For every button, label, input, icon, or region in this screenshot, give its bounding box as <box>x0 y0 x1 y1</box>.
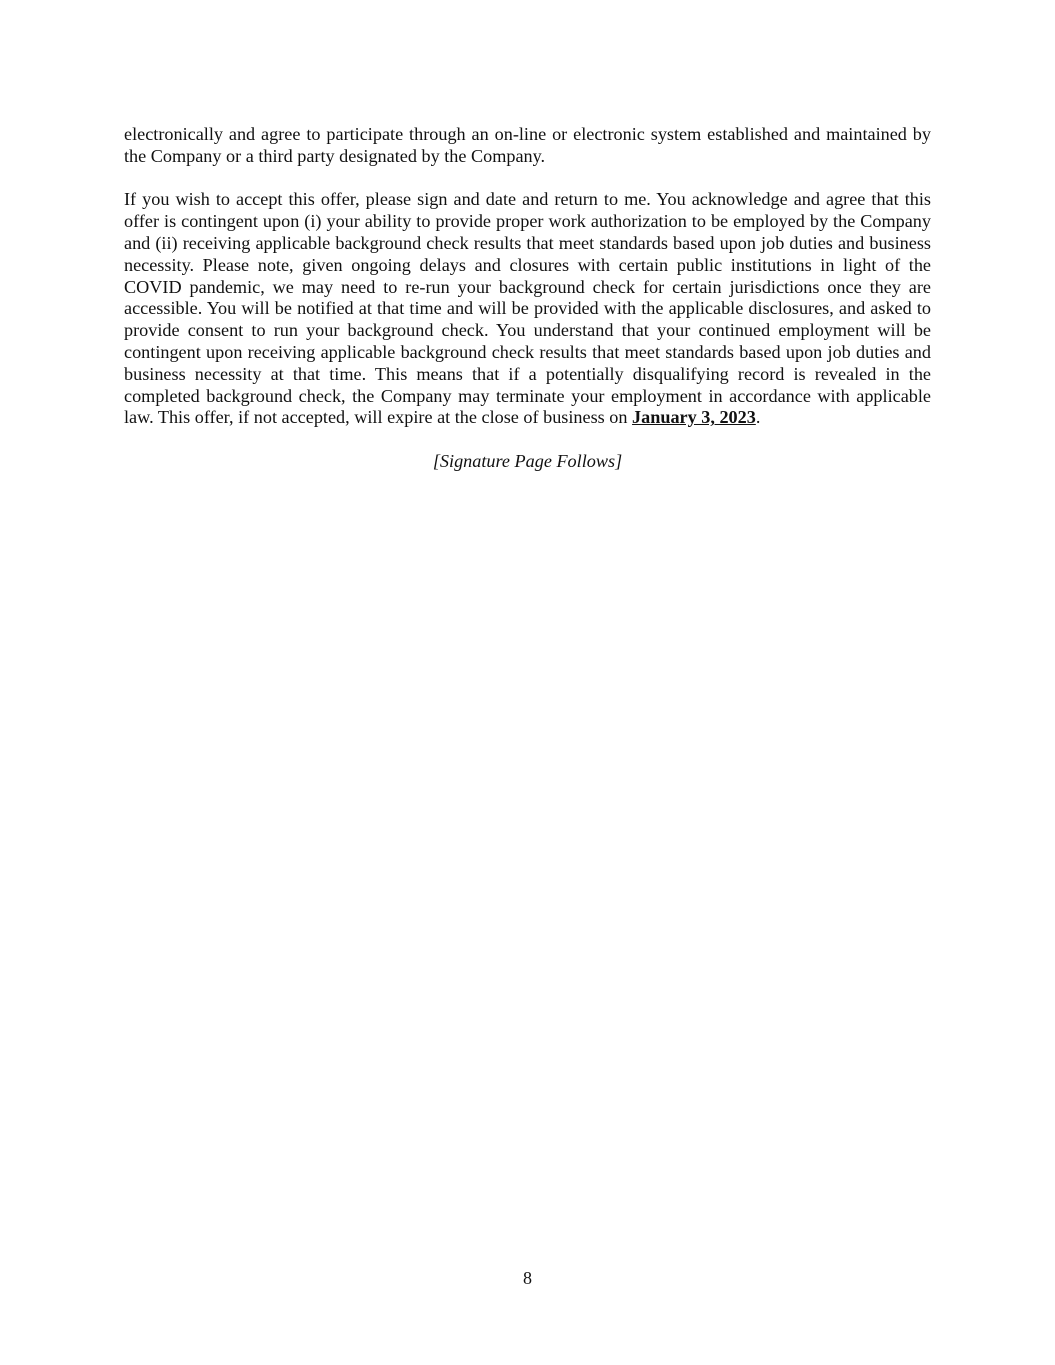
signature-page-follows-note: [Signature Page Follows] <box>432 450 623 471</box>
acceptance-text: If you wish to accept this offer, please sign and date and return to me. You acknowledge and agree that this offer is contingent upon (i) your ability to provide proper work authorization to be employed by the Company and (ii) receiving applicable background check results that meet standards based upon job duties and business necessity. Please note, given ongoing delays and closures with certain public institutions in light of the COVID pandemic, we may need to re-run your background check for certain jurisdictions once they are accessible. You will be notified at that time and will be provided with the applicable disclosures, and asked to provide consent to run your background check. You understand that your continued employment will be contingent upon receiving applicable background check results that meet standards based upon job duties and business necessity at that time. This means that if a potentially disqualifying record is revealed in the completed background check, the Company may terminate your employment in accordance with applicable law. This offer, if not accepted, will expire at the close of business on <box>124 189 931 428</box>
offer-expiration-date: January 3, 2023 <box>632 407 756 428</box>
page-number: 8 <box>523 1268 532 1288</box>
paragraph-offer-acceptance <box>124 189 931 429</box>
acceptance-end-punctuation: . <box>755 407 761 428</box>
document-page <box>124 124 931 473</box>
paragraph-electronic-participation: electronically and agree to participate through an on-line or electronic system established and maintained by the Company or a third party designated by the Company. <box>124 124 931 166</box>
